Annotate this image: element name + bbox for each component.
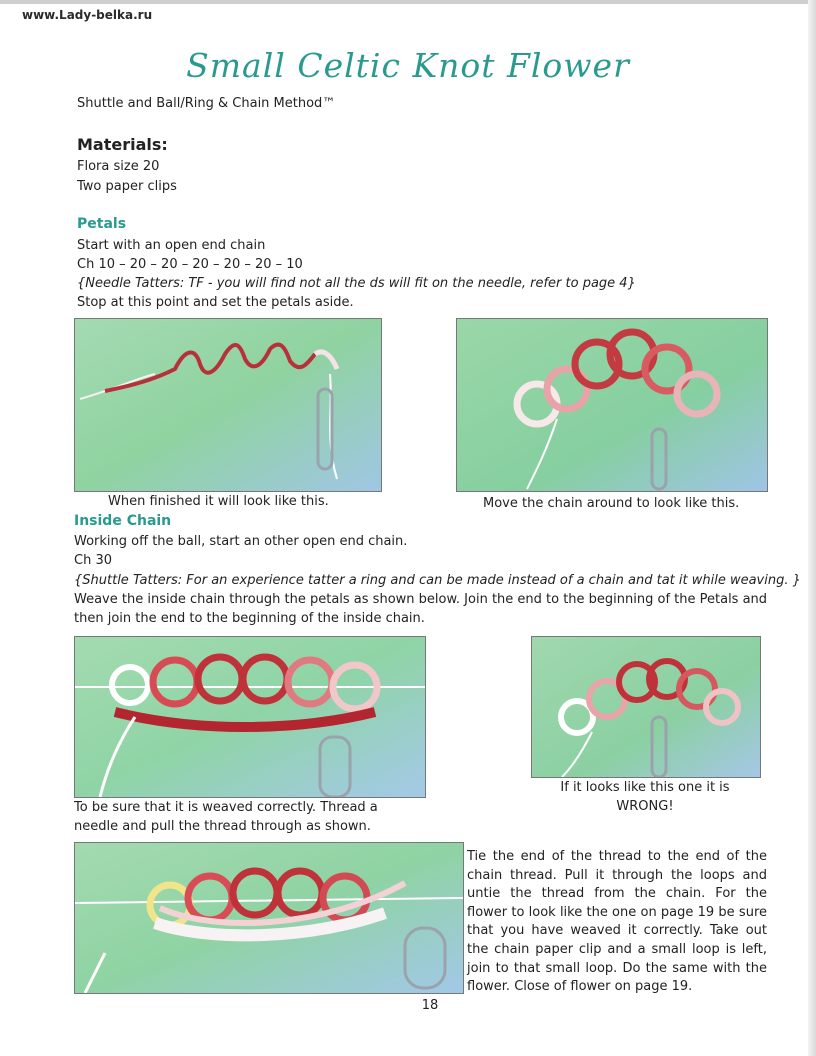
photo4-caption-line: If it looks like this one it is <box>560 780 730 795</box>
page-number: 18 <box>421 998 439 1013</box>
watermark: www.Lady-belka.ru <box>22 8 153 22</box>
photo4-caption <box>531 778 759 816</box>
petals-line: Ch 10 – 20 – 20 – 20 – 20 – 20 – 10 <box>77 257 303 272</box>
final-instructions: Tie the end of the thread to the end of the chain thread. Pull it through the loops and untie the thread from the chain. For the flower to look like the one on page 19 be sure that you have weaved it correctly. Take out the chain paper clip and a small loop is left, join to that small loop. Do the same with the flower. Close of flower on page 19. <box>467 849 767 995</box>
shuttle-tatters-note: {Shuttle Tatters: For an experience tatter a ring and can be made instead of a chain and tat it while weaving. } <box>74 573 801 588</box>
inside-chain-line: Weave the inside chain through the petals as shown below. Join the end to the beginning of the Petals and <box>74 592 768 607</box>
photo3-caption <box>74 798 378 836</box>
inside-chain-heading: Inside Chain <box>74 513 172 529</box>
subtitle: Shuttle and Ball/Ring & Chain Method™ <box>77 96 336 111</box>
photo-chain-arranged <box>456 318 768 492</box>
inside-chain-line: Working off the ball, start an other open end chain. <box>74 534 408 549</box>
photo-chain-finished <box>74 318 382 492</box>
petals-line: Stop at this point and set the petals aside. <box>77 295 354 310</box>
petals-line: Start with an open end chain <box>77 238 266 253</box>
materials-heading: Materials: <box>77 135 168 154</box>
top-scan-edge <box>0 0 816 4</box>
photo3-caption-line: needle and pull the thread through as shown. <box>74 819 371 834</box>
material-item: Flora size 20 <box>77 159 160 174</box>
photo3-caption-line: To be sure that it is weaved correctly. Thread a <box>74 800 378 815</box>
page-title: Small Celtic Knot Flower <box>186 46 630 85</box>
photo4-warning: WRONG! <box>616 799 674 814</box>
petals-heading: Petals <box>77 216 127 232</box>
material-item: Two paper clips <box>77 179 177 194</box>
photo1-caption: When finished it will look like this. <box>108 494 329 509</box>
photo2-caption: Move the chain around to look like this. <box>483 496 740 511</box>
inside-chain-line: Ch 30 <box>74 553 112 568</box>
photo-wrong-example <box>531 636 761 778</box>
needle-tatters-note: {Needle Tatters: TF - you will find not all the ds will fit on the needle, refer to page 4} <box>77 276 636 291</box>
photo-weaved-correctly <box>74 842 464 994</box>
photo-thread-through <box>74 636 426 798</box>
page-edge-shadow <box>808 0 816 1056</box>
inside-chain-line: then join the end to the beginning of the inside chain. <box>74 611 425 626</box>
